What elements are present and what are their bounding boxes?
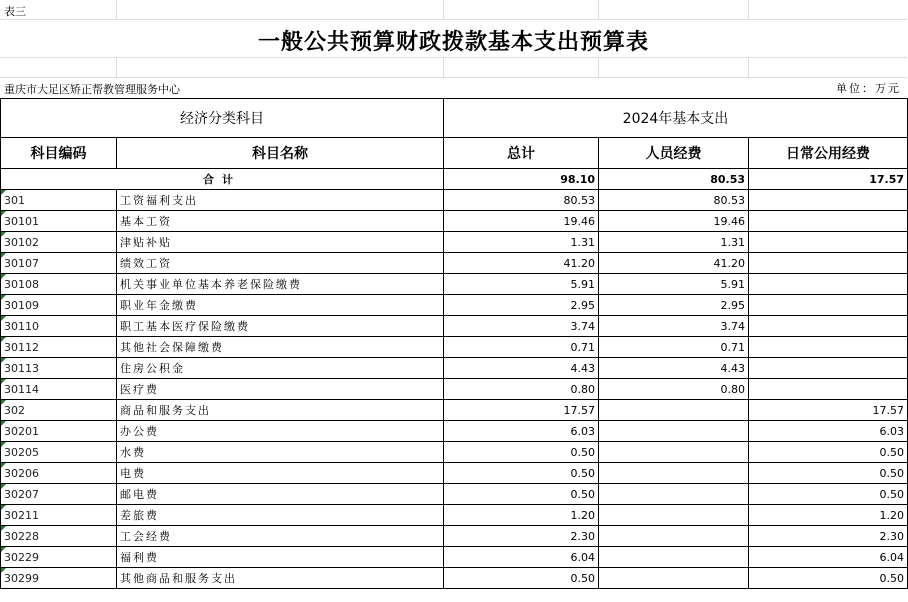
organization-name: 重庆市大足区矫正帮教管理服务中心 (4, 83, 180, 96)
table-row (1, 190, 908, 211)
cell-code[interactable]: 30114 (1, 379, 117, 400)
cell-name[interactable]: 职业年金缴费 (117, 295, 444, 316)
cell-code[interactable]: 30211 (1, 505, 117, 526)
cell-total[interactable]: 0.71 (444, 337, 599, 358)
cell-name[interactable]: 商品和服务支出 (117, 400, 444, 421)
header-economic-classification[interactable]: 经济分类科目 (1, 99, 444, 138)
cell-name[interactable]: 医疗费 (117, 379, 444, 400)
cell-code[interactable]: 30102 (1, 232, 117, 253)
sheet-label: 表三 (4, 5, 26, 18)
cell-public[interactable] (749, 211, 908, 232)
cell-total[interactable]: 80.53 (444, 190, 599, 211)
cell-public[interactable]: 0.50 (749, 442, 908, 463)
header-row-columns (1, 138, 908, 169)
header-total[interactable]: 总计 (444, 138, 599, 169)
table-row (1, 505, 908, 526)
cell-code[interactable]: 30110 (1, 316, 117, 337)
cell-public[interactable]: 17.57 (749, 400, 908, 421)
table-row (1, 358, 908, 379)
cell-name[interactable]: 工会经费 (117, 526, 444, 547)
cell-total[interactable]: 0.80 (444, 379, 599, 400)
cell-personnel[interactable] (599, 442, 749, 463)
header-basic-expenditure[interactable]: 2024年基本支出 (444, 99, 908, 138)
cell-personnel[interactable]: 3.74 (599, 316, 749, 337)
cell-public[interactable] (749, 274, 908, 295)
cell-name[interactable]: 津贴补贴 (117, 232, 444, 253)
header-code[interactable]: 科目编码 (1, 138, 117, 169)
table-row (1, 337, 908, 358)
cell-public[interactable]: 6.04 (749, 547, 908, 568)
cell-public[interactable] (749, 295, 908, 316)
table-row (1, 253, 908, 274)
cell-code[interactable]: 30108 (1, 274, 117, 295)
cell-name[interactable]: 基本工资 (117, 211, 444, 232)
cell-name[interactable]: 办公费 (117, 421, 444, 442)
table-row (1, 442, 908, 463)
header-personnel[interactable]: 人员经费 (599, 138, 749, 169)
cell-name[interactable]: 电费 (117, 463, 444, 484)
cell-name[interactable]: 工资福利支出 (117, 190, 444, 211)
cell-total[interactable]: 4.43 (444, 358, 599, 379)
cell-personnel[interactable] (599, 568, 749, 589)
unit-label: 单位：万元 (836, 82, 901, 95)
cell-personnel[interactable] (599, 463, 749, 484)
header-name[interactable]: 科目名称 (117, 138, 444, 169)
cell-total[interactable]: 5.91 (444, 274, 599, 295)
cell-public[interactable]: 6.03 (749, 421, 908, 442)
cell-name[interactable]: 住房公积金 (117, 358, 444, 379)
table-row (1, 526, 908, 547)
table-row (1, 463, 908, 484)
cell-total[interactable]: 0.50 (444, 568, 599, 589)
table-row (1, 211, 908, 232)
cell-personnel[interactable]: 5.91 (599, 274, 749, 295)
total-public[interactable]: 17.57 (749, 169, 908, 190)
cell-personnel[interactable]: 0.80 (599, 379, 749, 400)
cell-code[interactable]: 30107 (1, 253, 117, 274)
cell-public[interactable] (749, 232, 908, 253)
cell-personnel[interactable]: 1.31 (599, 232, 749, 253)
cell-name[interactable]: 水费 (117, 442, 444, 463)
cell-code[interactable]: 30228 (1, 526, 117, 547)
cell-public[interactable] (749, 253, 908, 274)
cell-code[interactable]: 30206 (1, 463, 117, 484)
table-row (1, 484, 908, 505)
cell-public[interactable] (749, 190, 908, 211)
cell-public[interactable]: 1.20 (749, 505, 908, 526)
cell-total[interactable]: 17.57 (444, 400, 599, 421)
cell-code[interactable]: 30229 (1, 547, 117, 568)
cell-code[interactable]: 30112 (1, 337, 117, 358)
cell-total[interactable]: 3.74 (444, 316, 599, 337)
table-row (1, 274, 908, 295)
table-row (1, 379, 908, 400)
header-public[interactable]: 日常公用经费 (749, 138, 908, 169)
cell-total[interactable]: 1.20 (444, 505, 599, 526)
cell-public[interactable] (749, 337, 908, 358)
cell-total[interactable]: 2.30 (444, 526, 599, 547)
cell-total[interactable]: 6.04 (444, 547, 599, 568)
budget-table (0, 98, 908, 589)
cell-public[interactable] (749, 379, 908, 400)
total-total[interactable]: 98.10 (444, 169, 599, 190)
total-label[interactable]: 合计 (1, 169, 444, 190)
cell-personnel[interactable] (599, 526, 749, 547)
table-row (1, 232, 908, 253)
cell-total[interactable]: 19.46 (444, 211, 599, 232)
cell-personnel[interactable]: 4.43 (599, 358, 749, 379)
cell-personnel[interactable]: 0.71 (599, 337, 749, 358)
cell-name[interactable]: 福利费 (117, 547, 444, 568)
cell-code[interactable]: 30113 (1, 358, 117, 379)
total-personnel[interactable]: 80.53 (599, 169, 749, 190)
cell-total[interactable]: 1.31 (444, 232, 599, 253)
cell-code[interactable]: 302 (1, 400, 117, 421)
header-row-group (1, 99, 908, 138)
cell-personnel[interactable] (599, 547, 749, 568)
table-row (1, 400, 908, 421)
cell-total[interactable]: 2.95 (444, 295, 599, 316)
cell-code[interactable]: 30205 (1, 442, 117, 463)
cell-total[interactable]: 6.03 (444, 421, 599, 442)
cell-name[interactable]: 其他社会保障缴费 (117, 337, 444, 358)
cell-personnel[interactable]: 19.46 (599, 211, 749, 232)
table-row (1, 568, 908, 589)
cell-personnel[interactable]: 41.20 (599, 253, 749, 274)
cell-personnel[interactable]: 2.95 (599, 295, 749, 316)
table-row (1, 547, 908, 568)
cell-code[interactable]: 30201 (1, 421, 117, 442)
cell-total[interactable]: 0.50 (444, 463, 599, 484)
cell-total[interactable]: 0.50 (444, 442, 599, 463)
total-row (1, 169, 908, 190)
cell-personnel[interactable] (599, 505, 749, 526)
cell-public[interactable] (749, 316, 908, 337)
cell-personnel[interactable] (599, 484, 749, 505)
cell-personnel[interactable]: 80.53 (599, 190, 749, 211)
table-row (1, 421, 908, 442)
cell-name[interactable]: 其他商品和服务支出 (117, 568, 444, 589)
cell-personnel[interactable] (599, 421, 749, 442)
cell-total[interactable]: 41.20 (444, 253, 599, 274)
cell-code[interactable]: 30299 (1, 568, 117, 589)
table-row (1, 295, 908, 316)
cell-name[interactable]: 差旅费 (117, 505, 444, 526)
cell-code[interactable]: 301 (1, 190, 117, 211)
cell-personnel[interactable] (599, 400, 749, 421)
cell-code[interactable]: 30101 (1, 211, 117, 232)
cell-name[interactable]: 绩效工资 (117, 253, 444, 274)
cell-code[interactable]: 30207 (1, 484, 117, 505)
cell-public[interactable]: 0.50 (749, 568, 908, 589)
table-row (1, 316, 908, 337)
cell-name[interactable]: 职工基本医疗保险缴费 (117, 316, 444, 337)
page-title: 一般公共预算财政拨款基本支出预算表 (257, 29, 649, 55)
cell-public[interactable]: 2.30 (749, 526, 908, 547)
cell-total[interactable]: 0.50 (444, 484, 599, 505)
cell-code[interactable]: 30109 (1, 295, 117, 316)
cell-name[interactable]: 机关事业单位基本养老保险缴费 (117, 274, 444, 295)
cell-public[interactable]: 0.50 (749, 463, 908, 484)
cell-name[interactable]: 邮电费 (117, 484, 444, 505)
cell-public[interactable]: 0.50 (749, 484, 908, 505)
cell-public[interactable] (749, 358, 908, 379)
